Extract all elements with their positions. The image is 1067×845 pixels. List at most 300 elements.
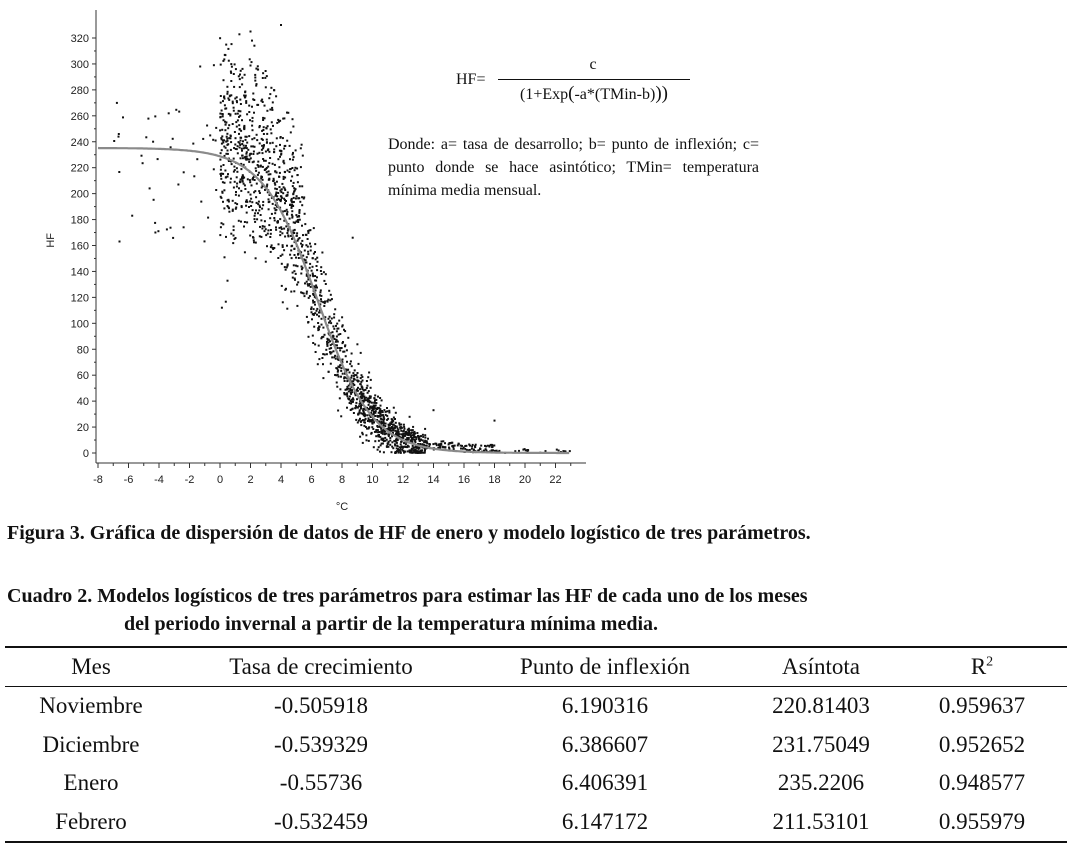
scatter-point	[234, 144, 236, 146]
scatter-point	[297, 174, 299, 176]
scatter-point	[242, 157, 244, 159]
scatter-point	[342, 373, 344, 375]
scatter-point	[220, 173, 222, 175]
scatter-point	[257, 69, 259, 71]
scatter-point	[366, 439, 368, 441]
scatter-point	[289, 204, 291, 206]
scatter-point	[353, 412, 355, 414]
scatter-point	[410, 436, 412, 438]
cell-r2: 0.952652	[938, 731, 1026, 757]
scatter-point	[418, 436, 420, 438]
cell-mes: Enero	[63, 770, 119, 796]
scatter-point	[238, 187, 240, 189]
scatter-point	[240, 103, 242, 105]
scatter-point	[250, 145, 252, 147]
scatter-point	[396, 447, 398, 449]
scatter-point	[154, 115, 156, 117]
scatter-point	[272, 142, 274, 144]
formula-legend: Donde: a= tasa de desarrollo; b= punto de inflexión; c= punto donde se hace asintótico; TMin= temperatura mínima media mensual.	[388, 136, 759, 199]
scatter-point	[302, 234, 304, 236]
scatter-point	[286, 245, 288, 247]
scatter-point	[268, 170, 270, 172]
scatter-point	[238, 110, 240, 112]
formula-numerator: c	[589, 56, 597, 73]
scatter-point	[272, 203, 274, 205]
scatter-point	[251, 125, 253, 127]
scatter-point	[291, 201, 293, 203]
scatter-point	[271, 244, 273, 246]
y-tick-label: 320	[70, 33, 89, 45]
scatter-point	[357, 390, 359, 392]
scatter-point	[338, 366, 340, 368]
scatter-point	[320, 270, 322, 272]
scatter-point	[404, 428, 406, 430]
scatter-point	[294, 229, 296, 231]
scatter-point	[284, 145, 286, 147]
scatter-point	[340, 370, 342, 372]
scatter-point	[286, 209, 288, 211]
scatter-point	[255, 170, 257, 172]
scatter-point	[316, 310, 318, 312]
scatter-point	[228, 99, 230, 101]
scatter-point	[236, 186, 238, 188]
scatter-point	[292, 126, 294, 128]
scatter-point	[271, 107, 273, 109]
scatter-point	[317, 261, 319, 263]
scatter-point	[337, 371, 339, 373]
scatter-point	[307, 321, 309, 323]
scatter-point	[239, 78, 241, 80]
scatter-point	[292, 277, 294, 279]
scatter-point	[244, 74, 246, 76]
scatter-point	[350, 377, 352, 379]
scatter-point	[277, 192, 279, 194]
scatter-point	[183, 226, 185, 228]
scatter-point	[462, 448, 464, 450]
scatter-point	[239, 74, 241, 76]
scatter-point	[224, 54, 226, 56]
scatter-point	[219, 113, 221, 115]
scatter-point	[177, 184, 179, 186]
cell-punto: 6.386607	[561, 731, 649, 757]
scatter-point	[302, 267, 304, 269]
scatter-point	[296, 235, 298, 237]
y-tick-label: 200	[70, 188, 89, 201]
scatter-point	[255, 167, 257, 169]
scatter-point	[460, 448, 462, 450]
scatter-point	[339, 397, 341, 399]
scatter-point	[240, 70, 242, 72]
scatter-point	[381, 399, 383, 401]
x-tick-label: 20	[518, 474, 532, 486]
scatter-point	[330, 322, 332, 324]
scatter-point	[338, 320, 340, 322]
scatter-point	[295, 149, 297, 151]
y-tick-label: 20	[76, 422, 89, 435]
scatter-point	[224, 108, 226, 110]
scatter-point	[238, 195, 240, 197]
x-tick-label: 8	[338, 474, 346, 486]
scatter-point	[360, 391, 362, 393]
scatter-point	[235, 208, 237, 210]
scatter-point	[373, 446, 375, 448]
scatter-point	[241, 181, 243, 183]
scatter-point	[362, 410, 364, 412]
scatter-point	[243, 147, 245, 149]
scatter-point	[292, 272, 294, 274]
scatter-point	[219, 37, 221, 39]
scatter-point	[212, 139, 214, 141]
scatter-point	[396, 439, 398, 441]
scatter-point	[388, 424, 390, 426]
scatter-point	[336, 323, 338, 325]
scatter-point	[307, 285, 309, 287]
scatter-point	[259, 142, 261, 144]
scatter-point	[403, 442, 405, 444]
scatter-point	[246, 158, 248, 160]
scatter-point	[283, 148, 285, 150]
scatter-point	[221, 149, 223, 151]
scatter-point	[268, 151, 270, 153]
scatter-point	[256, 83, 258, 85]
scatter-point	[178, 111, 180, 113]
scatter-point	[221, 135, 223, 137]
scatter-point	[384, 425, 386, 427]
scatter-point	[270, 87, 272, 89]
scatter-point	[230, 71, 232, 73]
scatter-point	[377, 431, 379, 433]
scatter-point	[320, 266, 322, 268]
scatter-point	[255, 257, 257, 259]
scatter-point	[233, 107, 235, 109]
scatter-point	[403, 430, 405, 432]
scatter-point	[240, 140, 242, 142]
scatter-point	[282, 192, 284, 194]
scatter-point	[282, 244, 284, 246]
scatter-point	[380, 405, 382, 407]
scatter-point	[267, 229, 269, 231]
scatter-point	[319, 294, 321, 296]
scatter-point	[307, 238, 309, 240]
scatter-point	[239, 86, 241, 88]
cell-r2: 0.948577	[938, 770, 1026, 796]
scatter-point	[296, 195, 298, 197]
scatter-point	[221, 222, 223, 224]
scatter-point	[412, 438, 414, 440]
scatter-point	[379, 451, 381, 453]
cell-mes: Febrero	[5, 803, 177, 843]
scatter-point	[326, 353, 328, 355]
scatter-point	[315, 351, 317, 353]
scatter-point	[255, 242, 257, 244]
scatter-point	[403, 426, 405, 428]
scatter-point	[262, 204, 264, 206]
scatter-point	[346, 361, 348, 363]
scatter-point	[215, 127, 217, 129]
scatter-point	[249, 119, 251, 121]
scatter-point	[252, 231, 254, 233]
scatter-point	[414, 441, 416, 443]
scatter-point	[454, 445, 456, 447]
scatter-point	[296, 168, 298, 170]
scatter-point	[228, 211, 230, 213]
scatter-point	[424, 448, 426, 450]
scatter-point	[289, 254, 291, 256]
scatter-point	[261, 208, 263, 210]
scatter-point	[341, 316, 343, 318]
scatter-point	[147, 118, 149, 120]
scatter-point	[322, 301, 324, 303]
scatter-point	[267, 125, 269, 127]
scatter-point	[351, 365, 353, 367]
scatter-point	[258, 190, 260, 192]
scatter-point	[293, 182, 295, 184]
scatter-point	[346, 386, 348, 388]
scatter-point	[359, 409, 361, 411]
scatter-point	[336, 328, 338, 330]
scatter-point	[251, 106, 253, 108]
scatter-point	[286, 266, 288, 268]
scatter-point	[295, 257, 297, 259]
scatter-point	[257, 153, 259, 155]
scatter-point	[388, 412, 390, 414]
scatter-point	[303, 293, 305, 295]
scatter-point	[308, 297, 310, 299]
scatter-point	[311, 318, 313, 320]
scatter-point	[442, 440, 444, 442]
scatter-point	[331, 356, 333, 358]
scatter-point	[415, 438, 417, 440]
scatter-point	[228, 207, 230, 209]
scatter-point	[277, 257, 279, 259]
scatter-point	[318, 358, 320, 360]
scatter-point	[246, 136, 248, 138]
scatter-point	[408, 437, 410, 439]
scatter-point	[238, 133, 240, 135]
scatter-point	[290, 168, 292, 170]
scatter-point	[242, 68, 244, 70]
scatter-point	[254, 80, 256, 82]
scatter-point	[200, 201, 202, 203]
scatter-point	[285, 269, 287, 271]
scatter-point	[293, 193, 295, 195]
scatter-point	[395, 422, 397, 424]
scatter-point	[293, 197, 295, 199]
scatter-point	[352, 401, 354, 403]
scatter-point	[397, 445, 399, 447]
scatter-point	[279, 190, 281, 192]
scatter-point	[405, 433, 407, 435]
scatter-point	[383, 421, 385, 423]
scatter-point	[213, 64, 215, 66]
scatter-point	[223, 189, 225, 191]
scatter-point	[289, 171, 291, 173]
scatter-point	[224, 129, 226, 131]
scatter-point	[257, 104, 259, 106]
scatter-point	[278, 176, 280, 178]
scatter-point	[287, 263, 289, 265]
scatter-point	[353, 375, 355, 377]
scatter-point	[413, 436, 415, 438]
scatter-point	[233, 147, 235, 149]
scatter-point	[254, 179, 256, 181]
scatter-point	[335, 339, 337, 341]
scatter-point	[322, 336, 324, 338]
scatter-point	[279, 120, 281, 122]
scatter-point	[239, 110, 241, 112]
scatter-point	[309, 243, 311, 245]
scatter-point	[375, 402, 377, 404]
scatter-point	[241, 205, 243, 207]
scatter-point	[255, 196, 257, 198]
scatter-point	[234, 181, 236, 183]
scatter-point	[274, 207, 276, 209]
scatter-point	[314, 243, 316, 245]
scatter-point	[367, 392, 369, 394]
scatter-point	[289, 145, 291, 147]
scatter-point	[275, 145, 277, 147]
scatter-point	[365, 434, 367, 436]
scatter-point	[324, 301, 326, 303]
scatter-point	[253, 112, 255, 114]
header-punto: Punto de inflexión	[465, 647, 745, 687]
scatter-point	[269, 157, 271, 159]
scatter-point	[246, 142, 248, 144]
scatter-point	[373, 412, 375, 414]
scatter-point	[312, 266, 314, 268]
scatter-point	[349, 363, 351, 365]
scatter-point	[265, 86, 267, 88]
scatter-point	[243, 145, 245, 147]
scatter-point	[222, 173, 224, 175]
scatter-point	[253, 151, 255, 153]
cell-r2: 0.955979	[897, 803, 1067, 843]
scatter-point	[420, 452, 422, 454]
scatter-point	[352, 372, 354, 374]
scatter-point	[270, 246, 272, 248]
x-tick-label: 12	[396, 474, 410, 486]
scatter-point	[252, 117, 254, 119]
scatter-point	[280, 153, 282, 155]
scatter-point	[285, 200, 287, 202]
scatter-point	[472, 444, 474, 446]
scatter-point	[252, 93, 254, 95]
scatter-point	[487, 445, 489, 447]
scatter-point	[295, 221, 297, 223]
scatter-point	[274, 212, 276, 214]
scatter-point	[254, 146, 256, 148]
scatter-point	[329, 340, 331, 342]
scatter-point	[384, 433, 386, 435]
scatter-point	[227, 280, 229, 282]
scatter-point	[253, 191, 255, 193]
scatter-point	[293, 156, 295, 158]
scatter-point	[330, 363, 332, 365]
scatter-point	[366, 380, 368, 382]
scatter-point	[319, 291, 321, 293]
scatter-point	[262, 119, 264, 121]
scatter-point	[249, 58, 251, 60]
scatter-point	[301, 240, 303, 242]
scatter-point	[251, 201, 253, 203]
scatter-point	[368, 404, 370, 406]
scatter-point	[326, 300, 328, 302]
scatter-point	[340, 415, 342, 417]
scatter-point	[363, 421, 365, 423]
scatter-point	[421, 443, 423, 445]
scatter-point	[220, 169, 222, 171]
scatter-point	[261, 228, 263, 230]
scatter-point	[352, 397, 354, 399]
scatter-point	[556, 449, 558, 451]
scatter-point	[395, 451, 397, 453]
scatter-point	[290, 291, 292, 293]
scatter-point	[336, 336, 338, 338]
scatter-point	[335, 325, 337, 327]
scatter-point	[381, 418, 383, 420]
scatter-point	[248, 206, 250, 208]
scatter-point	[252, 129, 254, 131]
y-tick-label: 260	[70, 110, 89, 123]
scatter-point	[424, 428, 426, 430]
scatter-point	[389, 428, 391, 430]
scatter-point	[219, 234, 221, 236]
scatter-point	[341, 347, 343, 349]
scatter-point	[304, 223, 306, 225]
scatter-point	[449, 442, 451, 444]
scatter-point	[334, 308, 336, 310]
scatter-point	[378, 446, 380, 448]
scatter-point	[293, 264, 295, 266]
scatter-point	[268, 178, 270, 180]
scatter-point	[378, 440, 380, 442]
scatter-point	[391, 446, 393, 448]
scatter-point	[286, 308, 288, 310]
x-tick-label: 16	[457, 474, 471, 486]
scatter-point	[284, 171, 286, 173]
scatter-point	[411, 448, 413, 450]
scatter-point	[491, 446, 493, 448]
scatter-point	[362, 380, 364, 382]
scatter-point	[391, 451, 393, 453]
scatter-point	[268, 174, 270, 176]
scatter-point	[290, 131, 292, 133]
scatter-point	[426, 442, 428, 444]
scatter-point	[393, 424, 395, 426]
scatter-point	[245, 102, 247, 104]
scatter-point	[391, 423, 393, 425]
scatter-point	[293, 270, 295, 272]
scatter-point	[258, 209, 260, 211]
cell-punto: 6.147172	[465, 803, 745, 843]
scatter-point	[266, 75, 268, 77]
scatter-point	[291, 245, 293, 247]
scatter-point	[245, 205, 247, 207]
scatter-point	[257, 164, 259, 166]
scatter-point	[265, 151, 267, 153]
scatter-point	[154, 232, 156, 234]
scatter-point	[230, 80, 232, 82]
scatter-point	[291, 257, 293, 259]
scatter-point	[385, 411, 387, 413]
scatter-point	[220, 178, 222, 180]
scatter-point	[316, 257, 318, 259]
scatter-point	[302, 155, 304, 157]
scatter-point	[343, 351, 345, 353]
scatter-point	[268, 162, 270, 164]
scatter-point	[379, 410, 381, 412]
scatter-point	[518, 450, 520, 452]
